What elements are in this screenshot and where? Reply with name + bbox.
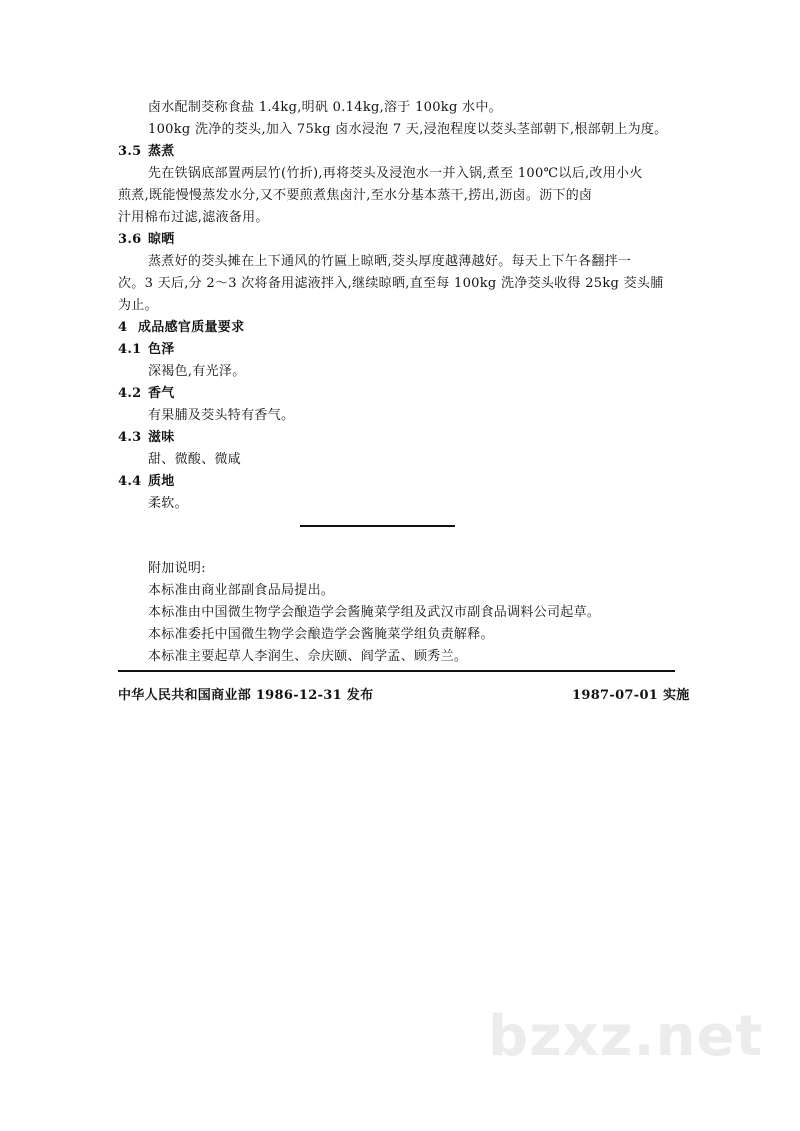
notes-line: 本标准主要起草人李润生、佘庆颐、阎学孟、顾秀兰。	[148, 649, 468, 664]
body-text-line: 次。3 天后,分 2～3 次将备用滤液拌入,继续晾晒,直至每 100kg 洗净茭头收得 25kg 茭头脯	[118, 276, 664, 291]
section-number: 3.6	[118, 232, 142, 247]
body-text-line: 蒸煮好的茭头摊在上下通风的竹匾上晾晒,茭头厚度越薄越好。每天上下午各翻拌一	[148, 254, 632, 269]
body-text-line: 为止。	[118, 298, 158, 313]
notes-line: 本标准委托中国微生物学会酿造学会酱腌菜学组负责解释。	[148, 627, 494, 642]
section-number: 4.1	[118, 342, 142, 357]
body-text-line: 汁用棉布过滤,滤液备用。	[118, 210, 269, 225]
body-text-line: 深褐色,有光泽。	[148, 364, 246, 379]
notes-line: 本标准由商业部副食品局提出。	[148, 583, 335, 598]
body-text-line: 卤水配制茭称食盐 1.4kg,明矾 0.14kg,溶于 100kg 水中。	[148, 100, 502, 115]
section-title: 滋味	[148, 430, 175, 445]
body-text-line: 柔软。	[148, 496, 188, 511]
footer-rule	[118, 670, 675, 672]
section-number: 4	[118, 320, 128, 335]
section-title: 色泽	[148, 342, 175, 357]
footer-effective: 1987-07-01 实施	[572, 688, 690, 703]
section-title: 香气	[148, 386, 175, 401]
body-text-line: 100kg 洗净的茭头,加入 75kg 卤水浸泡 7 天,浸泡程度以茭头茎部朝下,根部朝上为度。	[148, 122, 668, 137]
section-title: 成品感官质量要求	[138, 320, 245, 335]
body-text-line: 有果脯及茭头特有香气。	[148, 408, 295, 423]
footer-issued: 中华人民共和国商业部 1986-12-31 发布	[118, 688, 374, 703]
section-title: 质地	[148, 474, 175, 489]
body-text-line: 甜、微酸、微咸	[148, 452, 242, 467]
section-number: 4.4	[118, 474, 142, 489]
body-text-line: 先在铁锅底部置两层竹(竹折),再将茭头及浸泡水一并入锅,煮至 100℃以后,改用小火	[148, 166, 643, 181]
section-title: 晾晒	[148, 232, 175, 247]
section-number: 4.2	[118, 386, 142, 401]
notes-line: 本标准由中国微生物学会酿造学会酱腌菜学组及武汉市副食品调料公司起草。	[148, 605, 601, 620]
section-number: 4.3	[118, 430, 142, 445]
section-title: 蒸煮	[148, 144, 175, 159]
end-of-text-rule	[300, 525, 455, 527]
watermark: bzxz.net	[488, 1004, 764, 1069]
notes-title: 附加说明:	[148, 561, 206, 576]
section-number: 3.5	[118, 144, 142, 159]
body-text-line: 煎煮,既能慢慢蒸发水分,又不要煎煮焦卤汁,至水分基本蒸干,捞出,沥卤。沥下的卤	[118, 188, 593, 203]
